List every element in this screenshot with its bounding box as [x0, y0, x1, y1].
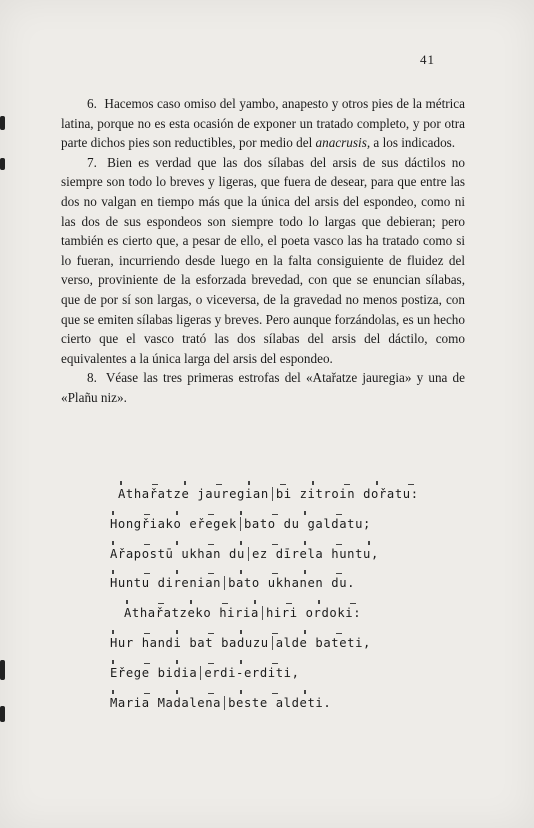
- verse-text: [110, 666, 300, 680]
- metrical-mark: [184, 481, 186, 485]
- paragraph-text-end: a los indicados.: [370, 135, 456, 151]
- metrical-mark: [208, 633, 214, 634]
- verse-hemistich-2: bato ukhanen du.: [228, 576, 356, 591]
- metrical-mark: [304, 690, 306, 694]
- metrical-mark: [112, 541, 114, 545]
- metrical-mark: [216, 484, 222, 485]
- metrical-mark: [144, 693, 150, 694]
- metrical-mark: [272, 573, 278, 574]
- verse-block: [110, 476, 470, 714]
- verse-line: [110, 506, 470, 536]
- verse-hemistich-1: Huntu direnian: [110, 576, 225, 590]
- metrical-mark: [272, 544, 278, 545]
- metrical-mark: [112, 690, 114, 694]
- metrical-mark: [240, 660, 242, 664]
- verse-hemistich-2: ez dīrela huntu,: [251, 546, 379, 561]
- metrical-mark: [240, 541, 242, 545]
- metrical-mark: [368, 541, 370, 545]
- verse-line: [110, 565, 470, 595]
- verse-text: [110, 696, 331, 710]
- metrical-mark: [158, 603, 164, 604]
- verse-hemistich-2: beste aldeti.: [228, 695, 332, 710]
- metrical-mark: [144, 633, 150, 634]
- metrical-mark: [176, 511, 178, 515]
- metrical-mark: [176, 630, 178, 634]
- page-edge-mark: [0, 660, 5, 680]
- metrical-mark: [176, 660, 178, 664]
- metrical-mark: [240, 511, 242, 515]
- metrical-mark: [304, 511, 306, 515]
- metrical-mark: [272, 514, 278, 515]
- verse-hemistich-1: Ařapostū ukhan du: [110, 547, 249, 561]
- verse-hemistich-1: Hongřiako eřegek: [110, 517, 241, 531]
- metrical-mark: [336, 514, 342, 515]
- verse-hemistich-2: bi zitroin dořatu:: [275, 487, 419, 501]
- metrical-mark: [336, 633, 342, 634]
- metrical-mark: [304, 630, 306, 634]
- metrical-mark: [286, 603, 292, 604]
- metrical-mark: [254, 600, 256, 604]
- metrical-mark: [240, 570, 242, 574]
- paragraph-text: Véase las tres primeras estrofas del «Atařatze jauregia» y una de «Plañu niz».: [61, 370, 466, 405]
- page-number: 41: [420, 52, 435, 67]
- metrical-mark: [240, 690, 242, 694]
- metrical-mark: [272, 693, 278, 694]
- paragraph-number: 6.: [87, 96, 97, 111]
- metrical-mark: [336, 544, 342, 545]
- verse-line: [110, 536, 470, 566]
- metrical-mark: [208, 544, 214, 545]
- body-text: [61, 94, 465, 408]
- metrical-mark: [318, 600, 320, 604]
- metrical-mark: [112, 630, 114, 634]
- metrical-mark: [344, 484, 350, 485]
- verse-hemistich-2: erdi-erditi,: [204, 665, 300, 680]
- metrical-mark: [312, 481, 314, 485]
- metrical-mark: [376, 481, 378, 485]
- metrical-mark: [144, 663, 150, 664]
- verse-text: [110, 576, 355, 590]
- metrical-mark: [304, 570, 306, 574]
- verse-line: [110, 595, 470, 625]
- metrical-mark: [208, 693, 214, 694]
- verse-line: [110, 625, 470, 655]
- verse-text: [110, 487, 419, 501]
- verse-hemistich-2: bato du galdatu;: [244, 516, 371, 531]
- metrical-mark: [190, 600, 192, 604]
- metrical-mark: [112, 660, 114, 664]
- metrical-mark: [176, 690, 178, 694]
- paragraph-8: [61, 368, 465, 407]
- metrical-mark: [176, 541, 178, 545]
- metrical-mark: [144, 514, 150, 515]
- page-edge-mark: [0, 116, 5, 130]
- verse-line: [110, 655, 470, 685]
- paragraph-text: Hacemos caso omiso del yambo, anapesto y otros pies de la métrica latina, porque no es esta ocasión de exponer un tratado completo, y por otra parte dichos pies son reductibles, por medio del: [61, 96, 466, 151]
- metrical-mark: [176, 570, 178, 574]
- verse-hemistich-1: Athařatze jauregian: [118, 487, 273, 501]
- paragraph-number: 8.: [87, 370, 97, 386]
- metrical-mark: [208, 663, 214, 664]
- verse-text: [110, 636, 371, 650]
- paragraph-7: [61, 153, 465, 369]
- italic-term: anacrusis,: [315, 135, 371, 151]
- metrical-mark: [126, 600, 128, 604]
- page-edge-mark: [0, 158, 5, 170]
- metrical-mark: [208, 514, 214, 515]
- metrical-mark: [248, 481, 250, 485]
- metrical-mark: [144, 573, 150, 574]
- metrical-mark: [112, 511, 114, 515]
- verse-line: [110, 476, 470, 506]
- verse-hemistich-1: Maria Madalena: [110, 696, 225, 710]
- metrical-mark: [120, 481, 122, 485]
- verse-hemistich-2: hiri ordoki:: [265, 606, 362, 621]
- verse-text: [110, 547, 379, 561]
- verse-text: [110, 517, 371, 531]
- metrical-mark: [304, 541, 306, 545]
- verse-hemistich-2: alde bateti,: [275, 635, 371, 650]
- metrical-mark: [280, 484, 286, 485]
- paragraph-number: 7.: [87, 154, 97, 170]
- metrical-mark: [208, 573, 214, 574]
- verse-hemistich-1: Eřege bidia: [110, 666, 201, 680]
- metrical-mark: [112, 570, 114, 574]
- metrical-mark: [350, 603, 356, 604]
- metrical-mark: [240, 630, 242, 634]
- metrical-mark: [336, 573, 342, 574]
- paragraph-6: [61, 94, 465, 153]
- verse-text: [110, 606, 361, 620]
- metrical-mark: [408, 484, 414, 485]
- metrical-mark: [222, 603, 228, 604]
- metrical-mark: [152, 484, 158, 485]
- metrical-mark: [144, 544, 150, 545]
- paragraph-text: Bien es verdad que las dos sílabas del arsis de sus dáctilos no siempre son todo lo breves y ligeras, que fuera de desear, para que entre las dos no valgan en tiempo más que la única del arsis del espondeo, como ni las dos de sus espondeos son siempre todo lo largas que debieran; pero también es cierto que, a pesar de ello, el poeta vasco las ha tratado como si lo fueran, incurriendo desde luego en la falta consiguiente de fluidez del verso, proviniente de la esforzada brevedad, con que se enuncian sílabas, que de por sí son largas, o viceversa, de la gravedad no menos postiza, con que se emiten sílabas ligeras y breves. Pero aunque forzándolas, es un hecho cierto que el vasco trató las dos sílabas del arsis del dáctilo, como equivalentes a la única larga del arsis del espondeo.: [61, 154, 465, 366]
- metrical-mark: [272, 663, 278, 664]
- verse-hemistich-1: Hur handi bat baduzu: [110, 636, 273, 650]
- metrical-mark: [272, 633, 278, 634]
- verse-hemistich-1: Athařatzeko hiria: [124, 606, 263, 620]
- page-edge-mark: [0, 706, 5, 722]
- verse-line: [110, 685, 470, 715]
